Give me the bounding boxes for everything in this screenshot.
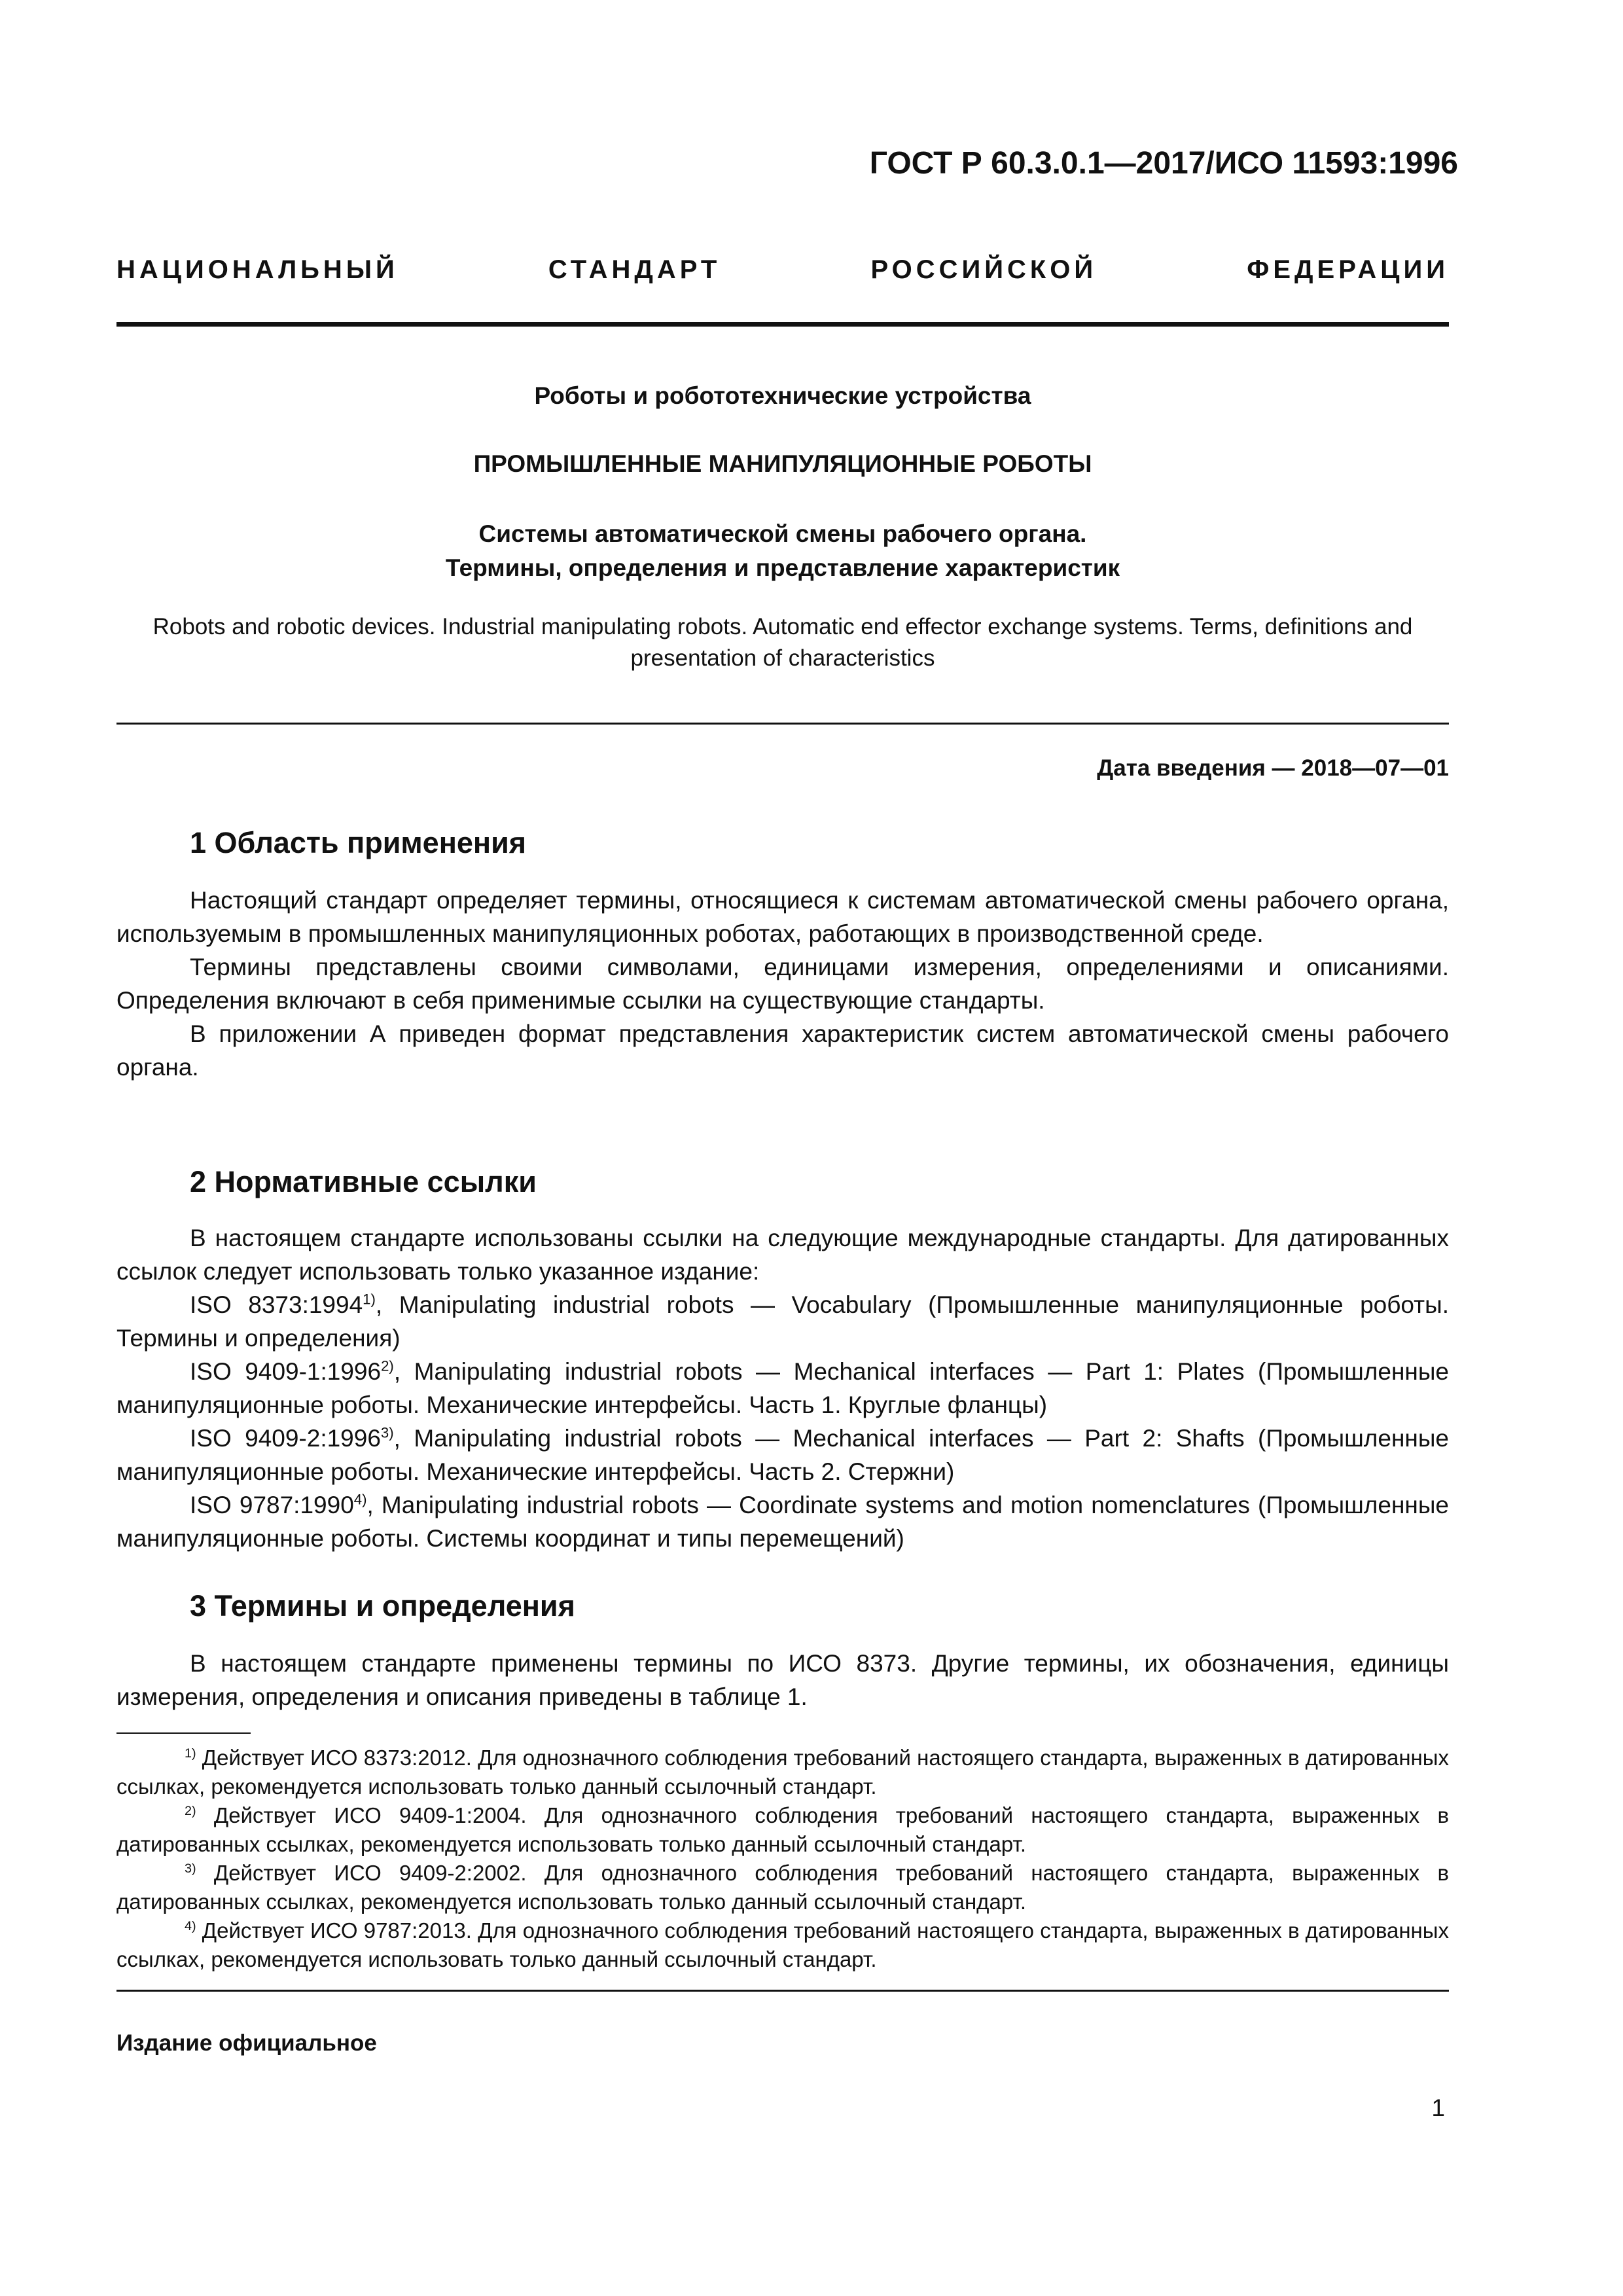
title-line-1: Роботы и робототехнические устройства	[534, 382, 1031, 409]
normative-reference	[116, 1288, 1449, 1355]
section-3-paragraph: В настоящем стандарте применены термины по ИСО 8373. Другие термины, их обозначения, единицы измерения, определения и описания приведены в таблице 1.	[116, 1650, 1449, 1710]
reference-code: ISO 9787:1990	[190, 1492, 354, 1518]
reference-code: ISO 9409-2:1996	[190, 1425, 381, 1452]
section-1-body	[116, 884, 1449, 1084]
footer-rule	[116, 1990, 1449, 1992]
section-2-body	[116, 1221, 1449, 1555]
introduction-date: Дата введения — 2018—07—01	[1097, 755, 1449, 781]
reference-text: , Manipulating industrial robots — Mechanical interfaces — Part 1: Plates (Промышленные манипуляционные роботы. Механические интерфейсы. Часть 1. Круглые фланцы)	[116, 1358, 1449, 1418]
title-line-3a: Системы автоматической смены рабочего органа.	[478, 520, 1087, 547]
document-id: ГОСТ Р 60.3.0.1—2017/ИСО 11593:1996	[869, 146, 1458, 181]
title-line-2: ПРОМЫШЛЕННЫЕ МАНИПУЛЯЦИОННЫЕ РОБОТЫ	[473, 450, 1092, 477]
footnote	[116, 1744, 1449, 1801]
normative-reference	[116, 1355, 1449, 1422]
footnote-text: Действует ИСО 8373:2012. Для однозначного соблюдения требований настоящего стандарта, выраженных в датированных ссылках, рекомендуется использовать только данный ссылочный стандарт.	[116, 1746, 1450, 1799]
footnote-separator	[116, 1732, 251, 1734]
footnotes	[116, 1744, 1449, 1974]
header-rule	[116, 322, 1449, 327]
reference-text: , Manipulating industrial robots — Mechanical interfaces — Part 2: Shafts (Промышленные манипуляционные роботы. Механические интерфейсы. Часть 2. Стержни)	[116, 1425, 1449, 1485]
section-1-paragraph: Настоящий стандарт определяет термины, относящиеся к системам автоматической смены рабочего органа, используемым в промышленных манипуляционных роботах, работающих в производственной среде.	[116, 887, 1449, 947]
footnote-mark: 2)	[185, 1804, 196, 1818]
footnote-mark: 4)	[353, 1491, 367, 1508]
reference-code: ISO 9409-1:1996	[190, 1358, 382, 1385]
title-rule	[116, 723, 1449, 725]
reference-code: ISO 8373:1994	[190, 1291, 363, 1318]
reference-text: , Manipulating industrial robots — Vocabulary (Промышленные манипуляционные роботы. Термины и определения)	[116, 1291, 1450, 1352]
footnote-mark: 4)	[185, 1919, 196, 1933]
national-standard-banner: НАЦИОНАЛЬНЫЙ СТАНДАРТ РОССИЙСКОЙ ФЕДЕРАЦИИ	[116, 255, 1449, 284]
section-2-heading: 2 Нормативные ссылки	[190, 1165, 537, 1198]
section-3-body	[116, 1647, 1449, 1713]
footnote-mark: 1)	[363, 1291, 376, 1308]
reference-text: , Manipulating industrial robots — Coordinate systems and motion nomenclatures (Промышленные манипуляционные роботы. Системы координат и типы перемещений)	[116, 1492, 1450, 1552]
section-2-paragraph: В настоящем стандарте использованы ссылки на следующие международные стандарты. Для датированных ссылок следует использовать только указанное издание:	[116, 1225, 1449, 1285]
title-line-3	[116, 517, 1449, 585]
footnote	[116, 1801, 1449, 1859]
normative-reference	[116, 1422, 1449, 1488]
normative-reference	[116, 1488, 1449, 1555]
section-1-paragraph: Термины представлены своими символами, единицами измерения, определениями и описаниями. Определения включают в себя применимые ссылки на существующие стандарты.	[116, 954, 1449, 1014]
footnote-text: Действует ИСО 9409-2:2002. Для однозначного соблюдения требований настоящего стандарта, выраженных в датированных ссылках, рекомендуется использовать только данный ссылочный стандарт.	[116, 1861, 1449, 1914]
footnote-mark: 3)	[380, 1424, 394, 1441]
section-1-heading: 1 Область применения	[190, 826, 527, 859]
footnote	[116, 1916, 1449, 1974]
title-line-3b: Термины, определения и представление характеристик	[445, 554, 1120, 581]
footnote	[116, 1859, 1449, 1916]
footnote-mark: 1)	[185, 1746, 196, 1761]
section-3-heading: 3 Термины и определения	[190, 1589, 575, 1623]
english-title: Robots and robotic devices. Industrial manipulating robots. Automatic end effector exchange systems. Terms, definitions and presentation of characteristics	[152, 614, 1413, 671]
official-edition-label: Издание официальное	[116, 2030, 377, 2056]
page-number: 1	[1431, 2094, 1445, 2121]
footnote-text: Действует ИСО 9787:2013. Для однозначного соблюдения требований настоящего стандарта, выраженных в датированных ссылках, рекомендуется использовать только данный ссылочный стандарт.	[116, 1918, 1450, 1971]
footnote-text: Действует ИСО 9409-1:2004. Для однозначного соблюдения требований настоящего стандарта, выраженных в датированных ссылках, рекомендуется использовать только данный ссылочный стандарт.	[116, 1803, 1449, 1856]
section-1-paragraph: В приложении А приведен формат представления характеристик систем автоматической смены рабочего органа.	[116, 1020, 1449, 1081]
footnote-mark: 3)	[185, 1861, 196, 1876]
footnote-mark: 2)	[381, 1357, 394, 1374]
